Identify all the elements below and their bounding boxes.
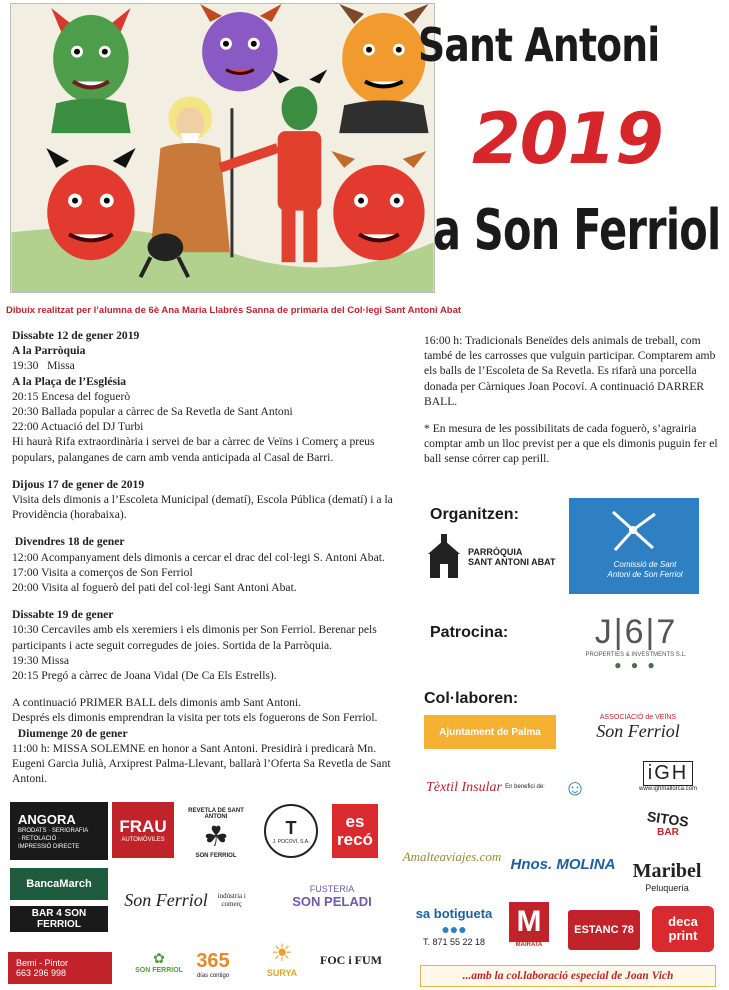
son-ferriol-industria-logo	[118, 878, 258, 922]
pocovi-text: J. POCOVÍ, S.A.	[272, 838, 310, 845]
es-text: es	[345, 812, 365, 831]
windmill-icon	[603, 508, 663, 558]
surya-text: SURYA	[266, 967, 298, 978]
program-left-line: A continuació PRIMER BALL dels dimonis amb Sant Antoni.	[12, 696, 302, 710]
sitos-bar-logo	[633, 806, 703, 842]
veins-son-ferriol-logo	[576, 706, 700, 750]
program-left-column	[12, 328, 407, 786]
mairata-m-icon: M	[509, 902, 549, 942]
veins-small: ASSOCIACIÓ de VEÏNS	[599, 714, 677, 721]
deca-text: deca	[668, 914, 698, 929]
botigueta-dots-icon: ●●●	[441, 920, 467, 937]
title-sant-antoni: Sant Antoni	[418, 18, 660, 72]
frau-sub: AUTOMÒVILES	[121, 837, 165, 843]
comissio-logo	[569, 498, 699, 594]
pocovi-t-icon: T	[285, 817, 297, 838]
program-left-heading: Diumenge 20 de gener	[12, 726, 128, 740]
365-text: 365	[196, 949, 230, 972]
son-ferriol-ic-sub: indústria i comerç	[217, 892, 246, 908]
program-left-heading: Dijous 17 de gener de 2019	[12, 477, 145, 491]
j1617-subtitle: PROPERTIES & INVESTMENTS S.L.	[585, 651, 687, 658]
molina-logo: Hnos. MOLINA	[510, 855, 616, 873]
llums-logo	[545, 768, 605, 808]
pocovi-logo	[264, 804, 318, 858]
organitzen-label: Organitzen:	[430, 506, 519, 523]
igh-mark: iGH	[643, 761, 693, 786]
comissio-text: Comissió de Sant Antoni de Son Ferriol	[607, 560, 683, 579]
son-ferriol-square-text: SON FERRIOL	[135, 967, 183, 974]
bar-son-ferriol-logo: BAR 4 SON FERRIOL	[10, 906, 108, 932]
angora-text: ANGORA	[18, 811, 76, 827]
j1617-mark: J|6|7	[594, 612, 678, 651]
bemi-pintor-logo	[8, 952, 112, 984]
program-left-line: 22:00 Actuació del DJ Turbi	[12, 420, 144, 434]
program-left-line: 11:00 h: MISSA SOLEMNE en honor a Sant Antoni. Presidirà i predicarà Mn. Eugeni Garcia Julià, Arxiprest Palma-Llevant, ballarà l’Oferta Sa Revetla de Sant Antoni.	[12, 741, 393, 786]
maribel-sub: Peluquería	[645, 882, 689, 893]
church-icon	[424, 534, 464, 580]
dancer-icon: ☘	[203, 820, 229, 852]
program-left-line: Després els dimonis emprendran la visita per tots els foguerons de Son Ferriol.	[12, 711, 378, 725]
sitos-text: SITOS	[646, 807, 690, 830]
bemi-tel: 663 296 998	[16, 968, 67, 978]
fusteria-text: FUSTERIA	[309, 883, 355, 894]
son-ferriol-square-logo	[134, 940, 184, 984]
program-left-line: Visita dels dimonis a l’Escoleta Municipal (dematí), Escola Pública (dematí) i a la Providència (horabaixa).	[12, 493, 396, 522]
revetla-text: REVETLA DE SANT ANTONI	[188, 807, 244, 820]
footer-special-collaboration: ...amb la col.laboració especial de Joan Vich	[420, 965, 716, 987]
parroquia-logo	[424, 532, 564, 582]
program-left-line: 12:00 Acompanyament dels dimonis a cercar el drac del col·legi S. Antoni Abat.	[12, 550, 385, 564]
parroquia-line2: SANT ANTONI ABAT	[468, 557, 556, 567]
revetla-sub: SON FERRIOL	[195, 852, 237, 859]
title-son-ferriol: a Son Ferriol	[433, 198, 721, 263]
veins-big: Son Ferriol	[596, 721, 680, 741]
maribel-text: Maribel	[632, 859, 702, 882]
program-right-spacer	[424, 409, 724, 421]
igh-logo	[633, 758, 703, 794]
program-right-line: * En mesura de les possibilitats de cada foguerò, s’agrairia comptar amb un lloc previst per a que els dimonis puguin fer el ball sense córrer cap perill.	[424, 422, 721, 466]
j1617-logo	[576, 602, 696, 682]
program-left-line: Hi haurà Rifa extraordinària i servei de bar a càrrec de Veïns i Comerç a preus populars, palanganes de carn amb venda anticipada al Casal de Barri.	[12, 435, 378, 464]
green-devil-face-1	[51, 8, 130, 133]
igh-web: www.ighmallorca.com	[638, 785, 698, 792]
program-left-line: 19:30 Missa	[12, 653, 70, 667]
maribel-logo	[622, 856, 712, 896]
program-left-line: 20:00 Visita al foguerò del pati del col·legi Sant Antoni Abat.	[12, 581, 297, 595]
estanc-78-logo: ESTANC 78	[568, 910, 640, 950]
program-left-line: 19:30 Missa	[12, 359, 75, 373]
365-sub: días contigo	[196, 972, 230, 979]
foc-i-fum-logo: FOC i FUM	[320, 952, 382, 967]
title-year: 2019	[472, 98, 663, 180]
frau-logo	[112, 802, 174, 858]
revetla-logo	[180, 800, 252, 866]
collaboren-label: Col·laboren:	[424, 690, 519, 707]
program-left-line: 20:15 Encesa del foguerò	[12, 389, 131, 403]
program-left-line: 20:30 Ballada popular a càrrec de Sa Revetla de Sant Antoni	[12, 405, 293, 419]
program-left-line: 10:30 Cercaviles amb els xeremiers i els dimonis per Son Ferriol. Berenar pels participants i acte seguit corregudes de joies. Sortida de la Parròquia.	[12, 623, 380, 652]
es-reco-logo	[332, 804, 378, 858]
people-icon: ☺	[563, 775, 587, 800]
fusteria-logo	[270, 878, 394, 914]
botigueta-text: sa botigueta	[415, 905, 493, 921]
textil-insular-logo: Tèxtil Insular	[426, 780, 502, 795]
bemi-text: Bemi - Pintor	[16, 958, 69, 968]
botigueta-tel: T. 871 55 22 18	[422, 936, 486, 947]
365-logo	[186, 944, 240, 984]
program-left-heading: Dissabte 12 de gener 2019	[12, 329, 140, 342]
program-left-spacer	[12, 595, 407, 607]
program-left-heading: Dissabte 19 de gener	[12, 608, 114, 622]
drawing-caption: Dibuix realitzat per l’alumna de 6è Ana Maria Llabrés Sanna de primaria del Col·legi Sant Antoni Abat	[6, 305, 462, 316]
program-left-spacer	[12, 683, 407, 695]
bancamarch-logo: BancaMarch	[10, 868, 108, 900]
angora-logo	[10, 802, 108, 860]
amaltea-logo: Amalteaviajes.com	[402, 849, 502, 864]
fusteria-big: SON PELADI	[292, 893, 372, 909]
mairata-logo	[506, 894, 552, 956]
decaprint-logo	[652, 906, 714, 952]
son-ferriol-ic-text: Son Ferriol	[124, 889, 208, 910]
sitos-bar-text: BAR	[657, 826, 679, 838]
program-left-line: 17:00 Visita a comerços de Son Ferriol	[12, 565, 193, 579]
program-left-spacer	[12, 522, 407, 534]
program-left-heading: A la Parròquia	[12, 344, 86, 358]
program-right-line: 16:00 h: Tradicionals Beneïdes dels animals de treball, com també de les carrosses que vulguin participar. Comptarem amb els balls de l’Escoleta de Sa Revetla. Es rifarà una porcella donada per Càrniques Joan Pocoví. A continuació DARRER BALL.	[424, 334, 719, 408]
surya-logo	[256, 930, 308, 986]
sun-icon: ☀	[271, 939, 293, 967]
benefici-text: En benefici de:	[505, 784, 545, 790]
angora-items: BRODATS · SERIGRAFIA · RETOLACIÓ · IMPRESSIÓ DIRECTE	[18, 827, 88, 850]
children-drawing	[10, 3, 435, 293]
j1617-dots-icon: ● ● ●	[614, 657, 658, 672]
program-left-heading: Divendres 18 de gener	[12, 535, 125, 549]
reco-text: recó	[337, 830, 373, 849]
program-left-heading: A la Plaça de l’Església	[12, 374, 127, 388]
program-left-spacer	[12, 465, 407, 477]
leaf-icon: ✿	[153, 950, 165, 966]
program-left-line: 20:15 Pregó a càrrec de Joana Vidal (De Ca Els Estrells).	[12, 669, 277, 683]
parroquia-line1: PARRÒQUIA	[468, 547, 523, 557]
sa-botigueta-logo	[412, 894, 496, 958]
frau-text: FRAU	[119, 817, 167, 836]
ajuntament-logo: Ajuntament de Palma	[424, 715, 556, 749]
patrocina-label: Patrocina:	[430, 624, 509, 641]
print-text: print	[668, 928, 698, 943]
mairata-text: MAIRATA	[515, 942, 543, 948]
program-right-column	[424, 333, 724, 467]
